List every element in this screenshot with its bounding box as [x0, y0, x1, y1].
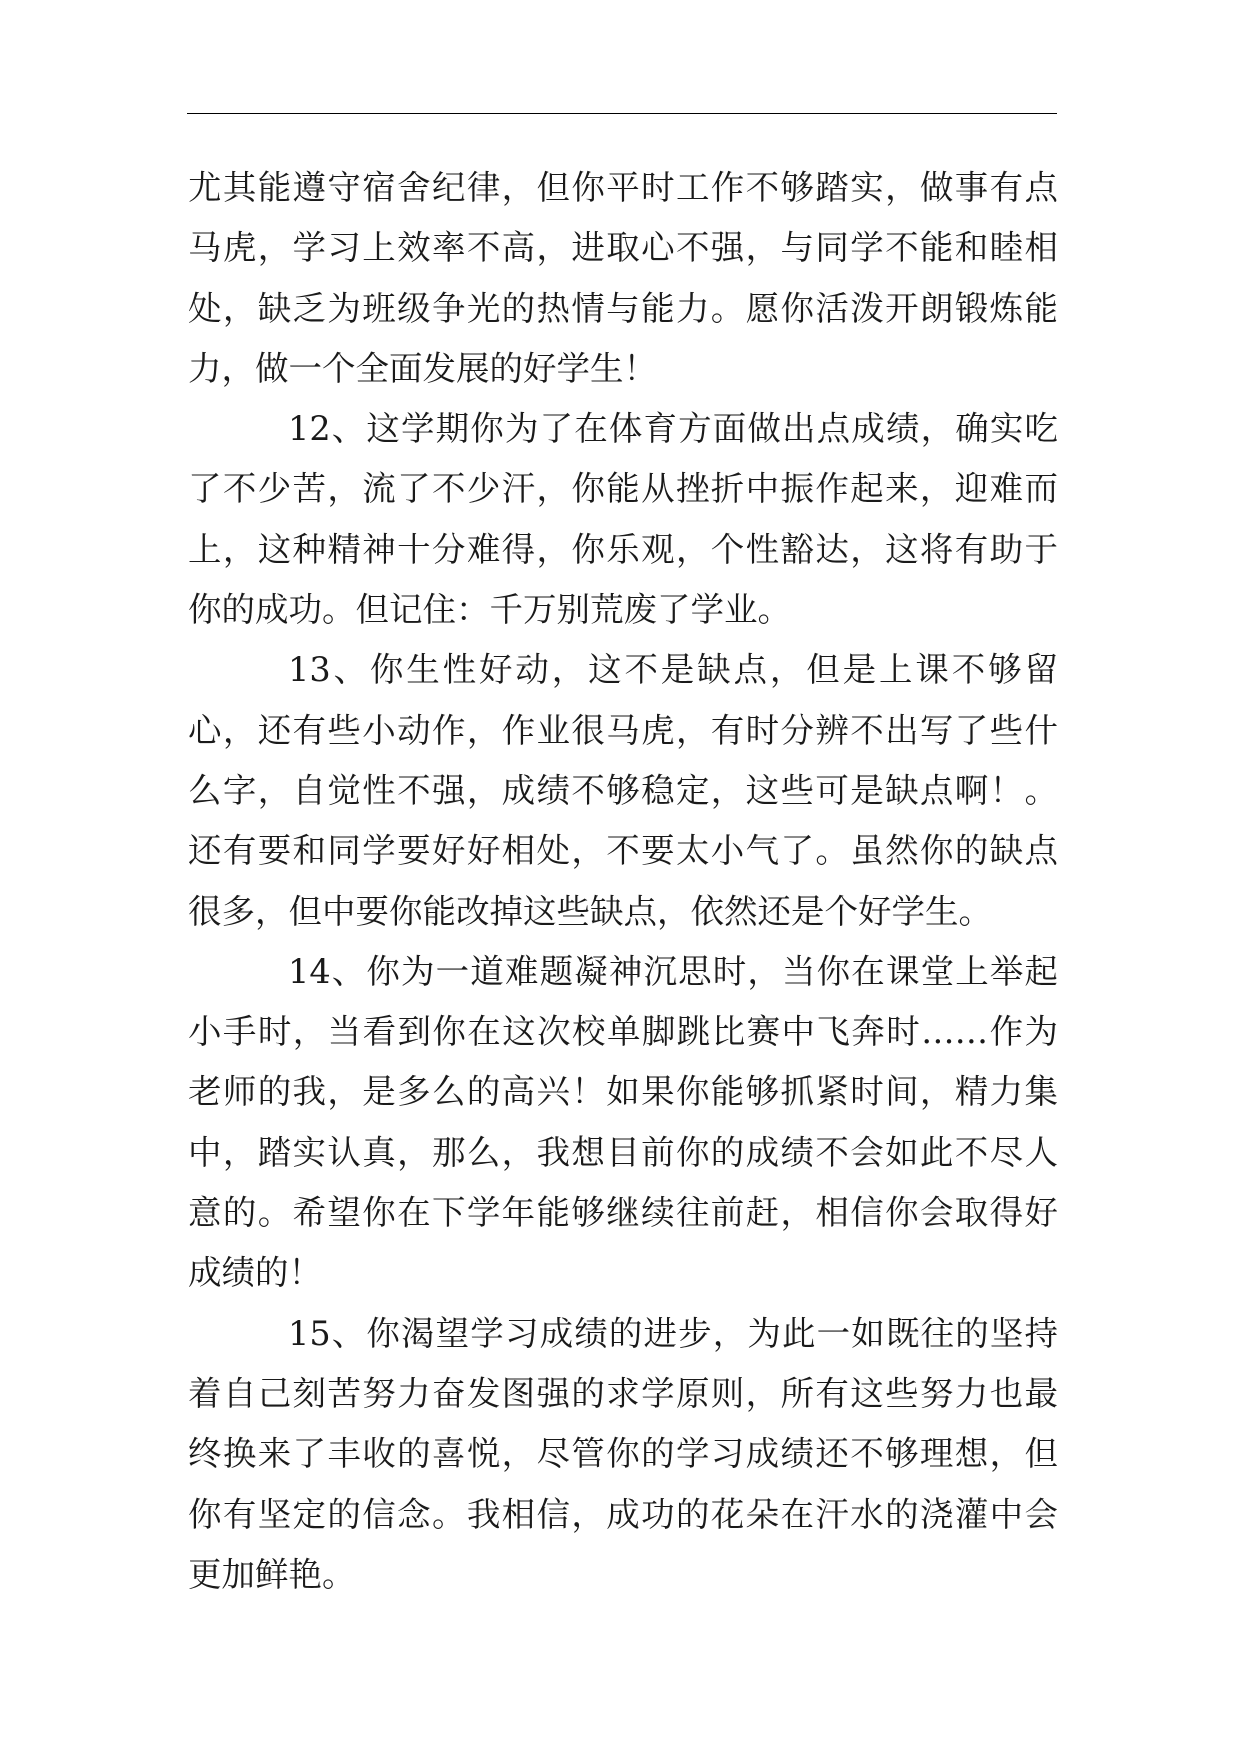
document-body: [188, 158, 1058, 1605]
header-rule: [187, 113, 1057, 114]
paragraph-continued: 尤其能遵守宿舍纪律，但你平时工作不够踏实，做事有点马虎，学习上效率不高，进取心不强，与同学不能和睦相处，缺乏为班级争光的热情与能力。愿你活泼开朗锻炼能力，做一个全面发展的好学生！: [188, 168, 1058, 388]
paragraph-15: 15、你渴望学习成绩的进步，为此一如既往的坚持着自己刻苦努力奋发图强的求学原则，所有这些努力也最终换来了丰收的喜悦，尽管你的学习成绩还不够理想，但你有坚定的信念。我相信，成功的花朵在汗水的浇灌中会更加鲜艳。: [188, 1313, 1058, 1594]
paragraph-14: 14、你为一道难题凝神沉思时，当你在课堂上举起小手时，当看到你在这次校单脚跳比赛中飞奔时……作为老师的我，是多么的高兴！如果你能够抓紧时间，精力集中，踏实认真，那么，我想目前你的成绩不会如此不尽人意的。希望你在下学年能够继续往前赶，相信你会取得好成绩的！: [188, 951, 1058, 1293]
paragraph-13: 13、你生性好动，这不是缺点，但是上课不够留心，还有些小动作，作业很马虎，有时分辨不出写了些什么字，自觉性不强，成绩不够稳定，这些可是缺点啊！。还有要和同学要好好相处，不要太小气了。虽然你的缺点很多，但中要你能改掉这些缺点，依然还是个好学生。: [188, 650, 1058, 931]
paragraph-12: 12、这学期你为了在体育方面做出点成绩，确实吃了不少苦，流了不少汗，你能从挫折中振作起来，迎难而上，这种精神十分难得，你乐观，个性豁达，这将有助于你的成功。但记住：千万别荒废了学业。: [188, 409, 1058, 630]
